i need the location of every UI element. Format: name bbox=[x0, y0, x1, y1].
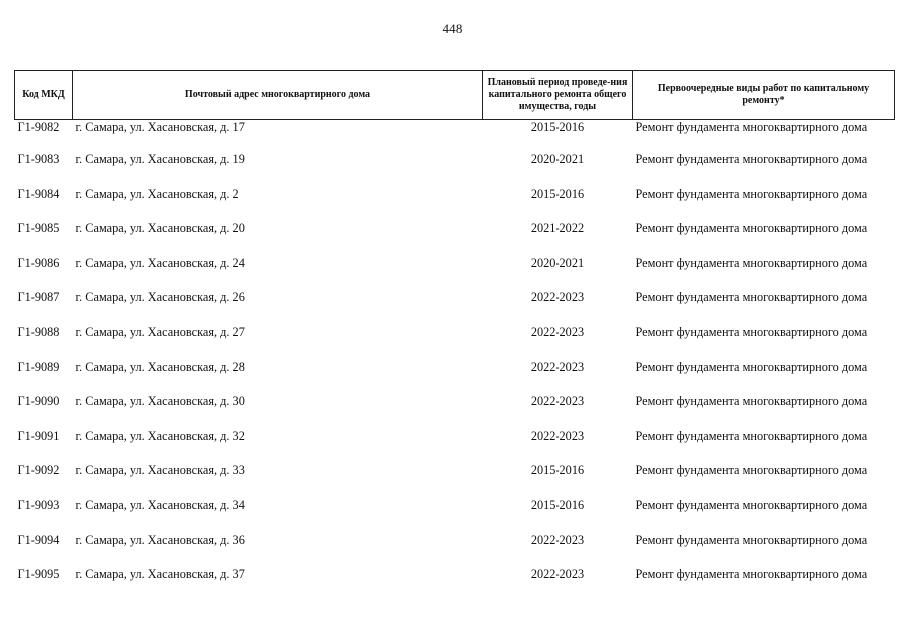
cell-work: Ремонт фундамента многоквартирного дома bbox=[635, 152, 868, 166]
cell-address: г. Самара, ул. Хасановская, д. 34 bbox=[75, 497, 245, 512]
table-header bbox=[15, 71, 895, 120]
header-code: Код МКД bbox=[15, 71, 73, 120]
cell-period: 2020-2021 bbox=[530, 152, 585, 166]
table-row bbox=[15, 497, 895, 532]
table-row bbox=[15, 220, 895, 255]
table-body bbox=[15, 120, 895, 601]
cell-work: Ремонт фундамента многоквартирного дома bbox=[635, 567, 868, 582]
page-number: 448 bbox=[442, 21, 463, 36]
cell-period: 2022-2023 bbox=[530, 324, 585, 339]
table-row bbox=[15, 324, 895, 359]
cell-code: Г1-9082 bbox=[17, 120, 60, 134]
cell-address: г. Самара, ул. Хасановская, д. 32 bbox=[75, 428, 245, 443]
cell-period: 2022-2023 bbox=[530, 394, 585, 409]
cell-work: Ремонт фундамента многоквартирного дома bbox=[635, 186, 868, 201]
table-row bbox=[15, 462, 895, 497]
table-row bbox=[15, 151, 895, 186]
table-row bbox=[15, 289, 895, 324]
cell-period: 2022-2023 bbox=[530, 359, 585, 374]
cell-work: Ремонт фундамента многоквартирного дома bbox=[635, 255, 868, 270]
table-row bbox=[15, 393, 895, 428]
cell-work: Ремонт фундамента многоквартирного дома bbox=[635, 324, 868, 339]
header-work: Первоочередные виды работ по капитальному ремонту* bbox=[633, 71, 895, 120]
cell-work: Ремонт фундамента многоквартирного дома bbox=[635, 497, 868, 512]
cell-code: Г1-9083 bbox=[17, 152, 60, 166]
table-row bbox=[15, 186, 895, 221]
table-row bbox=[15, 120, 895, 152]
cell-address: г. Самара, ул. Хасановская, д. 30 bbox=[75, 394, 245, 409]
table-row bbox=[15, 566, 895, 601]
cell-work: Ремонт фундамента многоквартирного дома bbox=[635, 394, 868, 409]
cell-address: г. Самара, ул. Хасановская, д. 2 bbox=[75, 186, 239, 201]
table-row bbox=[15, 428, 895, 463]
cell-address: г. Самара, ул. Хасановская, д. 17 bbox=[75, 120, 245, 134]
cell-code: Г1-9093 bbox=[17, 497, 60, 512]
cell-address: г. Самара, ул. Хасановская, д. 27 bbox=[75, 324, 245, 339]
cell-address: г. Самара, ул. Хасановская, д. 37 bbox=[75, 567, 245, 582]
cell-period: 2022-2023 bbox=[530, 428, 585, 443]
cell-period: 2021-2022 bbox=[530, 221, 585, 236]
table-row bbox=[15, 255, 895, 290]
cell-work: Ремонт фундамента многоквартирного дома bbox=[635, 428, 868, 443]
cell-code: Г1-9088 bbox=[17, 324, 60, 339]
cell-work: Ремонт фундамента многоквартирного дома bbox=[635, 290, 868, 305]
cell-period: 2015-2016 bbox=[530, 497, 585, 512]
cell-address: г. Самара, ул. Хасановская, д. 33 bbox=[75, 463, 245, 478]
cell-code: Г1-9085 bbox=[17, 221, 60, 236]
capital-repair-table bbox=[14, 70, 895, 601]
header-period: Плановый период проведе-ния капитального ремонта общего имущества, годы bbox=[483, 71, 633, 120]
cell-period: 2015-2016 bbox=[530, 463, 585, 478]
header-row bbox=[15, 71, 895, 120]
cell-code: Г1-9091 bbox=[17, 428, 60, 443]
header-address: Почтовый адрес многоквартирного дома bbox=[73, 71, 483, 120]
cell-work: Ремонт фундамента многоквартирного дома bbox=[635, 463, 868, 478]
cell-code: Г1-9090 bbox=[17, 394, 60, 409]
cell-code: Г1-9087 bbox=[17, 290, 60, 305]
cell-code: Г1-9089 bbox=[17, 359, 60, 374]
table-row bbox=[15, 532, 895, 567]
cell-period: 2020-2021 bbox=[530, 255, 585, 270]
cell-address: г. Самара, ул. Хасановская, д. 28 bbox=[75, 359, 245, 374]
cell-address: г. Самара, ул. Хасановская, д. 36 bbox=[75, 532, 245, 547]
cell-code: Г1-9095 bbox=[17, 567, 60, 582]
cell-work: Ремонт фундамента многоквартирного дома bbox=[635, 120, 868, 134]
cell-address: г. Самара, ул. Хасановская, д. 24 bbox=[75, 255, 245, 270]
cell-work: Ремонт фундамента многоквартирного дома bbox=[635, 221, 868, 236]
cell-period: 2015-2016 bbox=[530, 186, 585, 201]
cell-period: 2022-2023 bbox=[530, 567, 585, 582]
cell-period: 2022-2023 bbox=[530, 290, 585, 305]
cell-work: Ремонт фундамента многоквартирного дома bbox=[635, 359, 868, 374]
cell-address: г. Самара, ул. Хасановская, д. 19 bbox=[75, 152, 245, 166]
cell-code: Г1-9084 bbox=[17, 186, 60, 201]
cell-period: 2015-2016 bbox=[530, 120, 585, 134]
table-row bbox=[15, 359, 895, 394]
cell-code: Г1-9094 bbox=[17, 532, 60, 547]
cell-address: г. Самара, ул. Хасановская, д. 26 bbox=[75, 290, 245, 305]
cell-work: Ремонт фундамента многоквартирного дома bbox=[635, 532, 868, 547]
cell-period: 2022-2023 bbox=[530, 532, 585, 547]
cell-code: Г1-9092 bbox=[17, 463, 60, 478]
cell-address: г. Самара, ул. Хасановская, д. 20 bbox=[75, 221, 245, 236]
cell-code: Г1-9086 bbox=[17, 255, 60, 270]
